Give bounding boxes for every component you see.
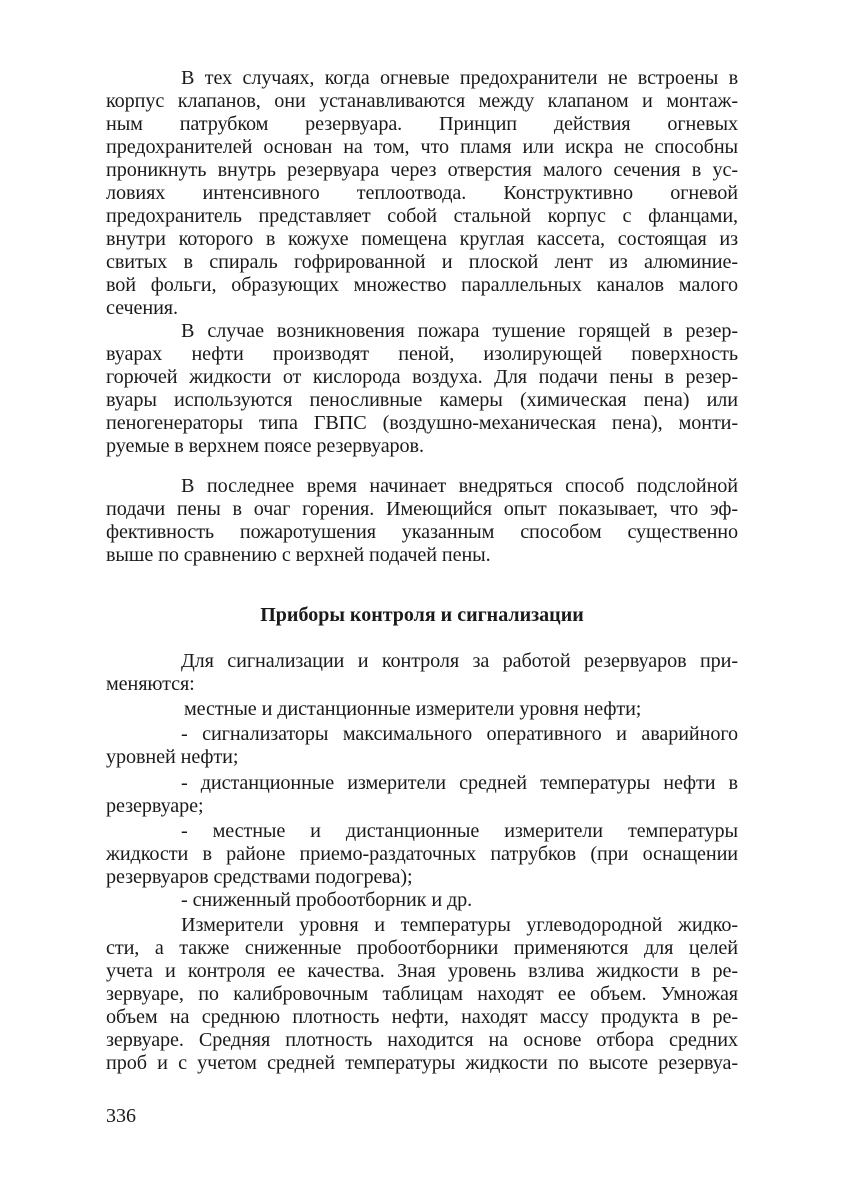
text-line: - сигнализаторы максимального оперативного и аварийного xyxy=(181,723,738,745)
text-line: внутри которого в кожухе помещена круглая кассета, состоящая из xyxy=(106,228,738,250)
list-item xyxy=(106,820,738,889)
text-line: сечения. xyxy=(106,297,178,319)
paragraph-intro xyxy=(106,650,738,696)
text-line: проникнуть внутрь резервуара через отверстия малого сечения в ус- xyxy=(106,159,738,181)
paragraph-fire-fighting xyxy=(106,320,738,458)
paragraph-subsurface-foam xyxy=(106,475,738,567)
list-item xyxy=(106,889,738,912)
page-number: 336 xyxy=(106,1105,136,1127)
text-line: фективность пожаротушения указанным способом существенно xyxy=(106,521,738,543)
section-heading: Приборы контроля и сигнализации xyxy=(260,604,584,626)
list-item xyxy=(106,698,738,721)
text-line: резервуаре; xyxy=(106,795,204,817)
text-line: местные и дистанционные измерители уровня нефти; xyxy=(184,698,642,720)
text-line: учета и контроля ее качества. Зная уровень взлива жидкости в ре- xyxy=(106,960,738,982)
text-line: зервуаре, по калибровочным таблицам находят ее объем. Умножая xyxy=(106,983,738,1005)
text-line: В последнее время начинает внедряться способ подслойной xyxy=(181,475,738,497)
text-line: объем на среднюю плотность нефти, находят массу продукта в ре- xyxy=(106,1006,738,1028)
text-line: жидкости в районе приемо-раздаточных патрубков (при оснащении xyxy=(106,843,738,865)
text-line: вуары используются пеносливные камеры (химическая пена) или xyxy=(106,389,738,411)
text-line: уровней нефти; xyxy=(106,746,239,768)
text-line: выше по сравнению с верхней подачей пены. xyxy=(106,544,491,566)
list-item xyxy=(106,723,738,769)
text-line: корпус клапанов, они устанавливаются между клапаном и монтаж- xyxy=(106,90,738,112)
text-line: горючей жидкости от кислорода воздуха. Для подачи пены в резер- xyxy=(106,366,738,388)
text-line: руемые в верхнем поясе резервуаров. xyxy=(106,435,424,457)
paragraph-fire-arresters xyxy=(106,67,738,320)
paragraph-measurement xyxy=(106,914,738,1075)
text-line: резервуаров средствами подогрева); xyxy=(106,866,413,888)
text-line: - местные и дистанционные измерители температуры xyxy=(181,820,738,842)
text-line: пеногенераторы типа ГВПС (воздушно-механическая пена), монти- xyxy=(106,412,738,434)
text-line: В тех случаях, когда огневые предохранители не встроены в xyxy=(181,67,738,89)
text-line: подачи пены в очаг горения. Имеющийся опыт показывает, что эф- xyxy=(106,498,738,520)
text-line: свитых в спираль гофрированной и плоской лент из алюминие- xyxy=(106,251,738,273)
list-item xyxy=(106,772,738,818)
text-line: Для сигнализации и контроля за работой резервуаров при- xyxy=(181,650,738,672)
text-line: - сниженный пробоотборник и др. xyxy=(181,889,473,911)
text-line: В случае возникновения пожара тушение горящей в резер- xyxy=(181,320,738,342)
text-line: проб и с учетом средней температуры жидкости по высоте резервуа- xyxy=(106,1052,738,1074)
text-line: зервуаре. Средняя плотность находится на основе отбора средних xyxy=(106,1029,738,1051)
text-line: - дистанционные измерители средней температуры нефти в xyxy=(181,772,738,794)
text-line: вой фольги, образующих множество параллельных каналов малого xyxy=(106,274,738,296)
text-line: сти, а также сниженные пробоотборники применяются для целей xyxy=(106,937,738,959)
text-line: меняются: xyxy=(106,673,195,695)
text-line: предохранителей основан на том, что пламя или искра не способны xyxy=(106,136,738,158)
text-line: предохранитель представляет собой стальной корпус с фланцами, xyxy=(106,205,738,227)
text-line: вуарах нефти производят пеной, изолирующей поверхность xyxy=(106,343,738,365)
text-line: Измерители уровня и температуры углеводородной жидко- xyxy=(181,914,738,936)
text-line: ловиях интенсивного теплоотвода. Конструктивно огневой xyxy=(106,182,738,204)
text-line: ным патрубком резервуара. Принцип действия огневых xyxy=(106,113,738,135)
